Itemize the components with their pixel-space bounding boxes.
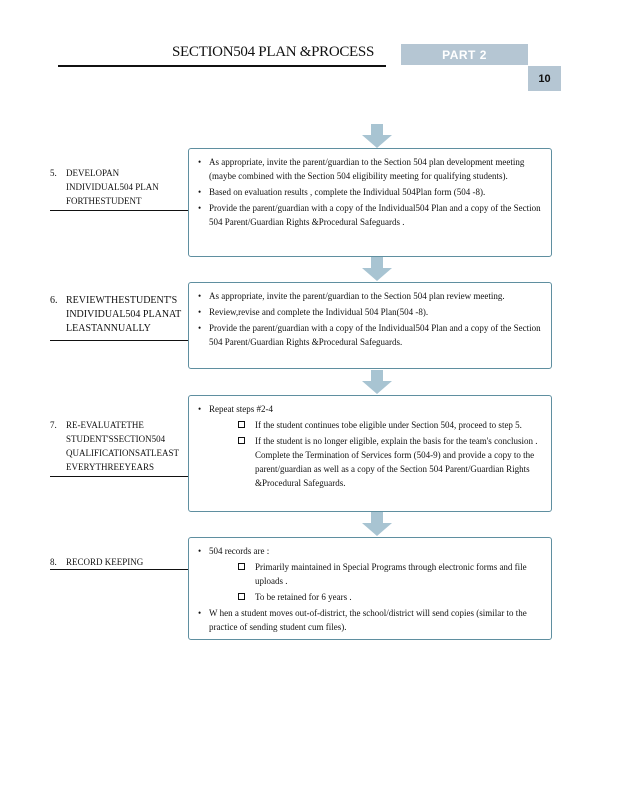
- checkbox-icon: [238, 563, 245, 570]
- title-underline: [58, 65, 386, 67]
- step-6-label: [50, 294, 195, 336]
- checkbox-icon: [238, 421, 245, 428]
- step-label-line: LEASTANNUALLY: [66, 323, 151, 334]
- step-label-line: REVIEWTHESTUDENT'S: [66, 295, 178, 306]
- checklist-text: If the student is no longer eligible, explain the basis for the team's conclusion . Complete the Termination of Services form (504-9) and provide a copy to the parent/guardian as well as a copy of the Section 504 Parent/Guardian Rights &Procedural Safeguards.: [255, 436, 538, 488]
- step-label-line: INDIVIDUAL504 PLANAT: [66, 309, 182, 320]
- page-title: SECTION504 PLAN &PROCESS: [172, 44, 375, 60]
- step-number: 8.: [50, 557, 57, 567]
- step-8-label: [50, 555, 195, 569]
- step-8-box: [188, 537, 552, 640]
- checklist-item: [198, 434, 543, 490]
- step-rule: [50, 569, 188, 570]
- step-label-line: EVERYTHREEYEARS: [66, 462, 155, 472]
- step-label-line: RECORD KEEPING: [66, 557, 144, 567]
- down-arrow-icon: [362, 370, 392, 394]
- step-6-box: [188, 282, 552, 369]
- step-number: 7.: [50, 420, 57, 430]
- bullet-item: • Review,revise and complete the Individual 504 Plan(504 -8).: [198, 305, 543, 319]
- step-rule: [50, 210, 188, 211]
- checkbox-icon: [238, 593, 245, 600]
- checkbox-icon: [238, 437, 245, 444]
- step-rule: [50, 340, 188, 341]
- step-rule: [50, 476, 188, 477]
- step-label-line: RE-EVALUATETHE: [66, 420, 144, 430]
- bullet-item: • Provide the parent/guardian with a copy of the Individual504 Plan and a copy of the Section 504 Parent/Guardian Rights &Procedural Safeguards .: [198, 201, 543, 229]
- page-number-badge: 10: [528, 66, 561, 91]
- checklist-item: [198, 418, 543, 432]
- part-badge: PART 2: [401, 44, 528, 65]
- step-5-box: [188, 148, 552, 257]
- bullet-item: • As appropriate, invite the parent/guardian to the Section 504 plan review meeting.: [198, 289, 543, 303]
- down-arrow-icon: [362, 257, 392, 281]
- step-label-line: STUDENT'SSECTION504: [66, 434, 166, 444]
- step-label-line: DEVELOPAN: [66, 168, 120, 178]
- step-7-label: [50, 418, 195, 474]
- checklist-item: [198, 590, 543, 604]
- checklist-item: [198, 560, 543, 588]
- bullet-item: • W hen a student moves out-of-district, the school/district will send copies (similar to the practice of sending student cum files).: [198, 606, 543, 634]
- bullet-item: • Based on evaluation results , complete the Individual 504Plan form (504 -8).: [198, 185, 543, 199]
- step-label-line: FORTHESTUDENT: [66, 196, 142, 206]
- step-label-line: INDIVIDUAL504 PLAN: [66, 182, 159, 192]
- bullet-item: • Repeat steps #2-4: [198, 402, 543, 416]
- bullet-item: • Provide the parent/guardian with a copy of the Individual504 Plan and a copy of the Section 504 Parent/Guardian Rights &Procedural Safeguards.: [198, 321, 543, 349]
- step-label-line: QUALIFICATIONSATLEAST: [66, 448, 179, 458]
- bullet-item: • As appropriate, invite the parent/guardian to the Section 504 plan development meeting (maybe combined with the Section 504 eligibility meeting for qualifying students).: [198, 155, 543, 183]
- step-7-box: [188, 395, 552, 512]
- step-5-label: [50, 166, 195, 208]
- down-arrow-icon: [362, 124, 392, 148]
- checklist-text: To be retained for 6 years .: [255, 592, 352, 602]
- checklist-text: If the student continues tobe eligible under Section 504, proceed to step 5.: [255, 420, 522, 430]
- bullet-item: • 504 records are :: [198, 544, 543, 558]
- down-arrow-icon: [362, 512, 392, 536]
- step-number: 5.: [50, 168, 57, 178]
- step-number: 6.: [50, 295, 58, 306]
- checklist-text: Primarily maintained in Special Programs through electronic forms and file uploads .: [255, 562, 527, 586]
